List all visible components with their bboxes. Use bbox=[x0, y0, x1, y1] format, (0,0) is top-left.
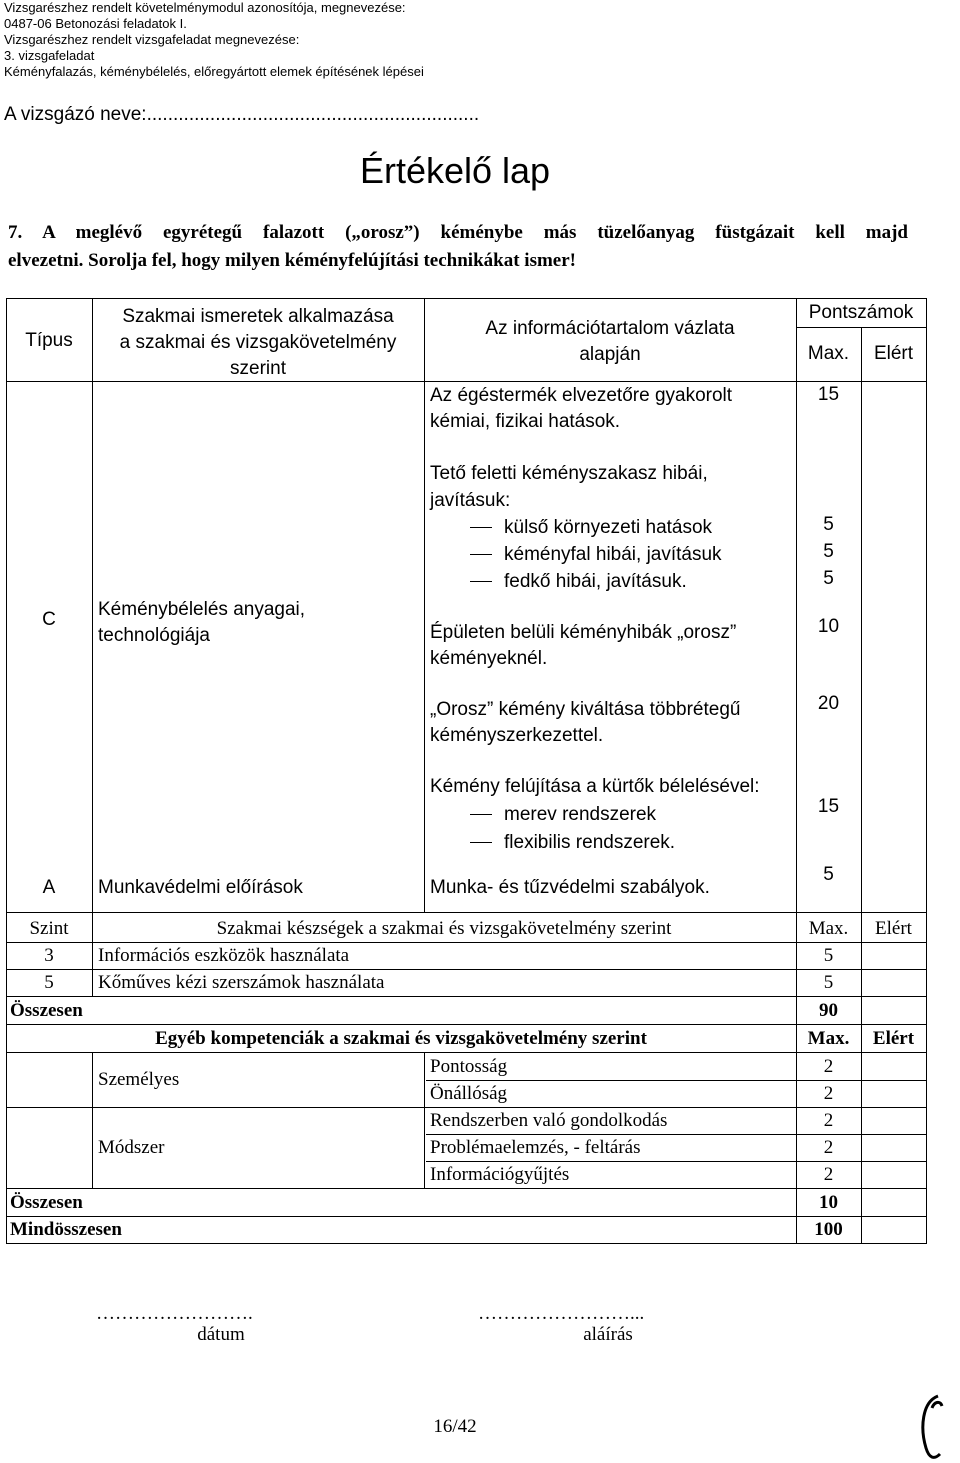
other-method-label: Módszer bbox=[98, 1137, 165, 1158]
date-label: dátum bbox=[197, 1324, 245, 1345]
item-4-line-2: kéményszerkezettel. bbox=[430, 725, 604, 746]
item-roof-chimney-defects bbox=[430, 460, 722, 595]
question-line-1: 7. A meglévő egyrétegű falazott („orosz”) kéménybe más tüzelőanyag füstgázait kell majd bbox=[8, 222, 908, 243]
item-indoor-defects bbox=[430, 620, 736, 672]
col-knowledge-header bbox=[92, 304, 424, 382]
page-number: 16/42 bbox=[433, 1416, 477, 1437]
item-5-line-1: Kémény felújítása a kürtők bélelésével: bbox=[430, 776, 760, 797]
other-item-2-max: 2 bbox=[823, 1083, 834, 1104]
skills-total: 90 bbox=[819, 1000, 838, 1021]
skill-2-max: 5 bbox=[823, 972, 834, 993]
item-1-max: 15 bbox=[817, 384, 840, 405]
date-line: ……………………. bbox=[96, 1303, 253, 1324]
handwritten-initial bbox=[900, 1388, 960, 1463]
other-title: Egyéb kompetenciák a szakmai és vizsgakövetelmény szerint bbox=[155, 1028, 647, 1049]
bullet-1-max: 5 bbox=[823, 514, 834, 535]
item-5-max: 15 bbox=[817, 796, 840, 817]
page-title: Értékelő lap bbox=[359, 150, 551, 191]
section-a-topic: Munkavédelmi előírások bbox=[98, 877, 303, 898]
col-knowledge-line-1: Szakmai ismeretek alkalmazása bbox=[122, 306, 394, 327]
col-outline-line-2: alapján bbox=[579, 344, 641, 365]
skills-total-label: Összesen bbox=[10, 1000, 83, 1021]
item-3-line-1: Épületen belüli kéményhibák „orosz” bbox=[430, 622, 737, 643]
candidate-name-line: A vizsgázó neve:............................................................... bbox=[4, 104, 480, 125]
item-2-line-2: javításuk: bbox=[430, 490, 511, 511]
other-max-header: Max. bbox=[807, 1028, 850, 1049]
skills-title: Szakmai készségek a szakmai és vizsgakövetelmény szerint bbox=[216, 918, 672, 939]
header-module-value: 0487-06 Betonozási feladatok I. bbox=[4, 16, 187, 31]
bullet-4-label: merev rendszerek bbox=[504, 804, 657, 825]
other-earned-header: Elért bbox=[872, 1028, 915, 1049]
item-3-line-2: kéményeknél. bbox=[430, 648, 548, 669]
other-item-problem-analysis: Problémaelemzés, - feltárás bbox=[430, 1137, 641, 1158]
skill-1-name: Információs eszközök használata bbox=[98, 945, 350, 966]
bullet-1-label: külső környezeti hatások bbox=[504, 517, 713, 538]
other-item-precision: Pontosság bbox=[430, 1056, 508, 1077]
signature-line: ……………………... bbox=[478, 1303, 645, 1324]
item-3-max: 10 bbox=[817, 616, 840, 637]
section-a-item: Munka- és tűzvédelmi szabályok. bbox=[430, 877, 710, 898]
bullet-capstone-defects bbox=[470, 568, 722, 595]
item-1-line-1: Az égéstermék elvezetőre gyakorolt bbox=[430, 385, 733, 406]
skills-level-header: Szint bbox=[29, 918, 69, 939]
section-c-topic-line-1: Kéménybélelés anyagai, bbox=[98, 599, 306, 620]
col-earned-header: Elért bbox=[873, 343, 914, 364]
bullet-3-max: 5 bbox=[823, 568, 834, 589]
bullet-wall-defects bbox=[470, 541, 722, 568]
section-c-topic bbox=[98, 597, 305, 649]
other-personal-label: Személyes bbox=[98, 1069, 180, 1090]
header-task-number: 3. vizsgafeladat bbox=[4, 48, 95, 63]
col-type-header: Típus bbox=[25, 330, 73, 351]
grand-total-label: Mindösszesen bbox=[10, 1219, 122, 1240]
bullet-external-effects bbox=[470, 514, 722, 541]
section-c-topic-line-2: technológiája bbox=[98, 625, 210, 646]
skill-1-max: 5 bbox=[823, 945, 834, 966]
header-module-label: Vizsgarészhez rendelt követelménymodul azonosítója, megnevezése: bbox=[4, 0, 406, 15]
col-outline-line-1: Az információtartalom vázlata bbox=[485, 318, 735, 339]
skill-2-level: 5 bbox=[44, 972, 54, 993]
section-a-type: A bbox=[42, 877, 56, 898]
header-task-label: Vizsgarészhez rendelt vizsgafeladat megnevezése: bbox=[4, 32, 300, 47]
skill-1-level: 3 bbox=[44, 945, 54, 966]
bullet-flexible-systems bbox=[470, 829, 760, 857]
item-4-line-1: „Orosz” kémény kiváltása többrétegű bbox=[430, 699, 741, 720]
other-item-info-gathering: Információgyűjtés bbox=[430, 1164, 570, 1185]
col-max-header: Max. bbox=[807, 343, 850, 364]
other-item-1-max: 2 bbox=[823, 1056, 834, 1077]
bullet-2-max: 5 bbox=[823, 541, 834, 562]
col-outline-header bbox=[424, 316, 796, 368]
grand-total: 100 bbox=[814, 1219, 843, 1240]
item-replacement bbox=[430, 697, 740, 749]
skill-2-name: Kőműves kézi szerszámok használata bbox=[98, 972, 385, 993]
item-4-max: 20 bbox=[817, 693, 840, 714]
bullet-5-label: flexibilis rendszerek. bbox=[504, 832, 676, 853]
bullet-rigid-systems bbox=[470, 801, 760, 829]
col-points-header: Pontszámok bbox=[808, 302, 914, 323]
col-knowledge-line-3: szerint bbox=[230, 358, 286, 379]
other-item-system-thinking: Rendszerben való gondolkodás bbox=[430, 1110, 668, 1131]
item-relining bbox=[430, 773, 760, 857]
other-item-4-max: 2 bbox=[823, 1137, 834, 1158]
section-a-max: 5 bbox=[823, 864, 834, 885]
skills-max-header: Max. bbox=[808, 918, 849, 939]
bullet-3-label: fedkő hibái, javításuk. bbox=[504, 571, 687, 592]
other-item-5-max: 2 bbox=[823, 1164, 834, 1185]
other-item-3-max: 2 bbox=[823, 1110, 834, 1131]
item-2-line-1: Tető feletti kéményszakasz hibái, bbox=[430, 463, 708, 484]
question-line-2: elvezetni. Sorolja fel, hogy milyen kéményfelújítási technikákat ismer! bbox=[8, 250, 576, 271]
item-1-line-2: kémiai, fizikai hatások. bbox=[430, 411, 621, 432]
bullet-2-label: kéményfal hibái, javításuk bbox=[504, 544, 722, 565]
item-combustion-effects bbox=[430, 383, 732, 435]
col-knowledge-line-2: a szakmai és vizsgakövetelmény bbox=[119, 332, 397, 353]
header-task-name: Kéményfalazás, kéménybélelés, előregyártott elemek építésének lépései bbox=[4, 64, 424, 79]
section-c-type: C bbox=[42, 609, 56, 630]
other-total-label: Összesen bbox=[10, 1192, 83, 1213]
skills-earned-header: Elért bbox=[875, 918, 912, 939]
signature-label: aláírás bbox=[583, 1324, 633, 1345]
other-item-independence: Önállóság bbox=[430, 1083, 508, 1104]
other-total: 10 bbox=[819, 1192, 838, 1213]
